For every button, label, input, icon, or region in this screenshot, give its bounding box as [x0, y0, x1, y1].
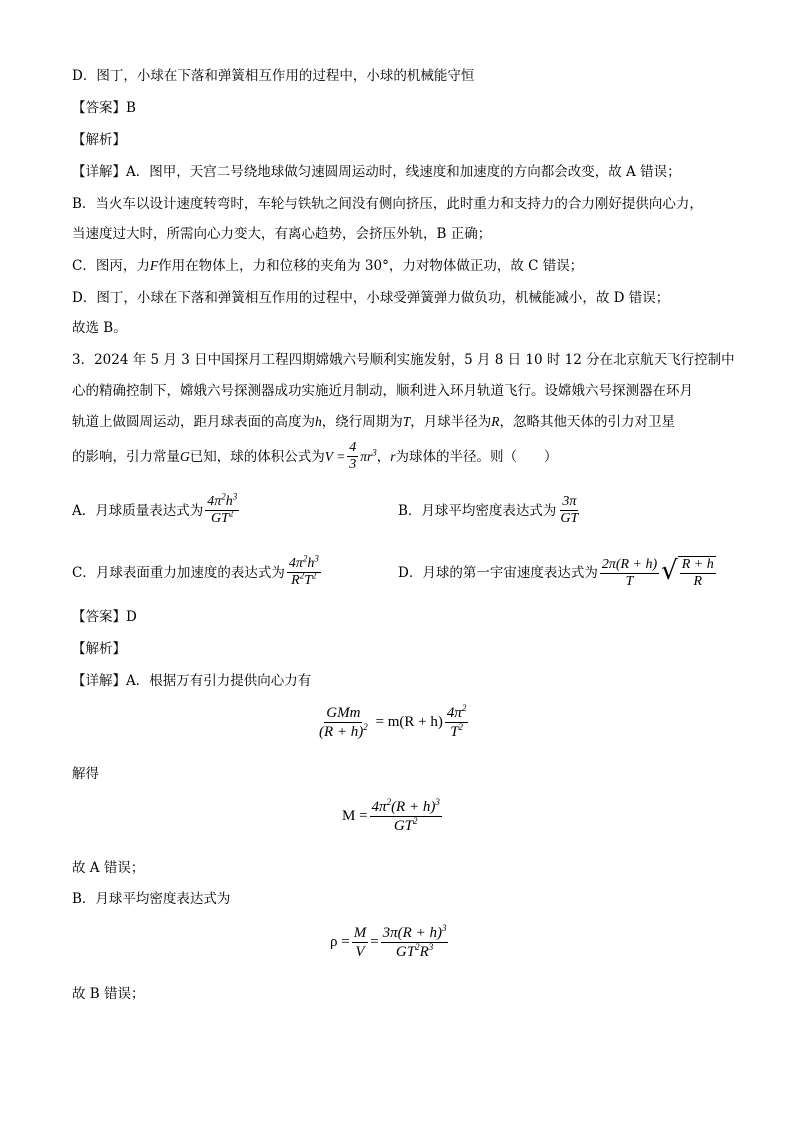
- question-3-line3: 轨道上做圆周运动，距月球表面的高度为h，绕行周期为T，月球半径为R，忽略其他天体的引力对卫星: [72, 414, 676, 430]
- detail-b-cont: 当速度过大时，所需向心力变大，有离心趋势，会挤压外轨，B 正确；: [72, 226, 492, 242]
- volume-fraction: $\frac{4}{3}$: [349, 440, 357, 472]
- question-3-line1: 3．2024 年 5 月 3 日中国探月工程四期嫦娥六号顺利实施发射，5 月 8 日 10 时 12 分在北京航天飞行控制中: [72, 352, 735, 368]
- detail-d: D．图丁，小球在下落和弹簧相互作用的过程中，小球受弹簧弹力做负功，机械能减小，故 D 错误；: [72, 290, 670, 306]
- option-d[interactable]: D．月球的第一宇宙速度表达式为 $\frac{2\pi(R + h)}{T}$ √ $\frac{R + h}{R}$: [398, 556, 714, 589]
- conclusion: 故选 B。: [72, 320, 127, 336]
- equation-mass: M = $\frac{4\pi^2(R + h)^3}{GT^2}$: [342, 797, 440, 834]
- question-3-line2: 心的精确控制下，嫦娥六号探测器成功实施近月制动，顺利进入环月轨道飞行。设嫦娥六号探测器在环月: [72, 383, 693, 399]
- detail-a-2: 【详解】A．根据万有引力提供向心力有: [72, 673, 312, 689]
- detail-b-2: B．月球平均密度表达式为: [72, 891, 231, 907]
- analysis-label-2: 【解析】: [72, 641, 126, 657]
- option-b[interactable]: B．月球平均密度表达式为 $\frac{3\pi}{GT}$: [398, 494, 579, 526]
- conclusion-b: 故 B 错误；: [72, 986, 145, 1002]
- option-c[interactable]: C．月球表面重力加速度的表达式为 $\frac{4\pi^2h^3}{R^2T^2}$: [72, 553, 319, 588]
- volume-formula: V =: [324, 448, 346, 464]
- answer-label-2: 【答案】D: [72, 609, 137, 625]
- option-a[interactable]: A．月球质量表达式为 $\frac{4\pi^2h^3}{GT^2}$: [72, 491, 238, 526]
- equation-density: ρ = $\frac{M}{V}$ = $\frac{3\pi(R + h)^3}{GT^2R^3}$: [330, 923, 447, 960]
- solve-label: 解得: [72, 766, 99, 782]
- detail-a: 【详解】A．图甲，天宫二号绕地球做匀速圆周运动时，线速度和加速度的方向都会改变，故 A 错误；: [72, 164, 681, 180]
- option-d-text: D．图丁，小球在下落和弹簧相互作用的过程中，小球的机械能守恒: [72, 68, 475, 84]
- answer-label: 【答案】B: [72, 100, 136, 116]
- equation-gravity: $\frac{\text{GMm}}{(R + h)^2}$ = m(R + h) $\frac{4\pi^2}{T^2}$: [319, 703, 467, 740]
- detail-c: C．图丙，力F作用在物体上，力和位移的夹角为 30°，力对物体做正功，故 C 错误；: [72, 258, 584, 274]
- question-3-line4: 的影响，引力常量 G 已知，球的体积公式为 V = $\frac{4}{3}$ $\pi r^3$ ， r 为球体的半径。则（ ）: [72, 440, 558, 472]
- detail-b: B．当火车以设计速度转弯时，车轮与铁轨之间没有侧向挤压，此时重力和支持力的合力刚好提供向心力，: [72, 196, 703, 212]
- analysis-label: 【解析】: [72, 132, 126, 148]
- conclusion-a: 故 A 错误；: [72, 860, 145, 876]
